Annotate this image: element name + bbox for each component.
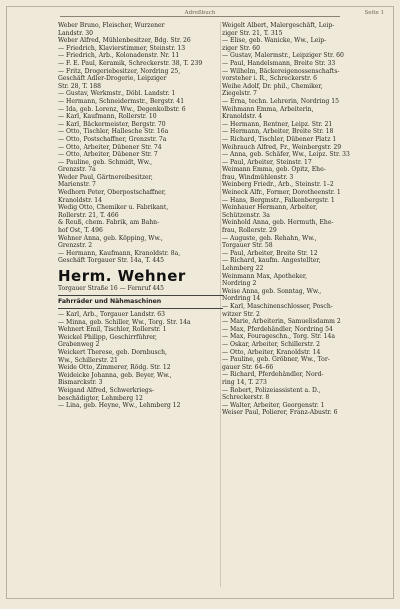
directory-entry-line: Geschäft Adler-Drogerie, Leipziger <box>58 75 167 83</box>
directory-entry-line: — Richard, Pferdehändler, Nord- <box>222 371 324 379</box>
right-column <box>222 22 394 417</box>
directory-entry-line: Wehnert Emil, Tischler, Rollerstr. 1 <box>58 326 167 334</box>
directory-entry-line: ziger Str. 21, T. 315 <box>222 29 283 37</box>
directory-entry-line: gauer Str. 64–66 <box>222 363 274 371</box>
directory-entry-line: — Ida, geb. Lorenz, Ww., Degenkolbstr. 6 <box>58 105 186 113</box>
directory-entry-line: Weihmann Emma, Arbeiterin, <box>222 105 314 113</box>
directory-entry-line: — Otto, Arbeiter, Dübener Str. 74 <box>58 143 162 151</box>
directory-entry-line: Marienstr. 7 <box>58 181 96 189</box>
directory-entry-line: — Anna, geb. Schäfer, Ww., Leipz. Str. 33 <box>222 151 350 159</box>
directory-entry-line: — Paul, Arbeiter, Steinstr. 17 <box>222 158 312 166</box>
directory-entry-line: — Elise, geb. Wanicke, Ww., Leip- <box>222 37 327 45</box>
page-header <box>14 8 386 22</box>
directory-entry-line: Weigand Alfred, Schwerkriegs- <box>58 386 155 394</box>
directory-entry-line: — Oskar, Arbeiter, Schillerstr. 2 <box>222 340 320 348</box>
directory-entry-line: beschädigter, Lehmberg 12 <box>58 394 143 402</box>
directory-entry-line: Weineck Alfr., Former, Dorotheenstr. 1 <box>222 189 341 197</box>
ad-address: Torgauer Straße 16 — Fernruf 445 <box>58 285 164 292</box>
directory-entry-line: Weinberg Friedr., Arb., Steinstr. 1–2 <box>222 181 334 189</box>
directory-entry-line: — Fritz, Drogeriebesitzer, Nordring 25, <box>58 67 181 75</box>
directory-entry-line: — Hermann, Kaufmann, Kranoldstr. 8a, <box>58 249 181 257</box>
directory-entry-line: Kranoldstr. 14 <box>58 196 102 204</box>
directory-entry-line: Bismarckstr. 3 <box>58 379 103 387</box>
directory-entry-line: frau, Rollerstr. 29 <box>222 227 277 235</box>
directory-entry-line: Weickel Philipp, Geschirrführer, <box>58 333 157 341</box>
directory-entry-line: — Otto, Arbeiter, Kranoldstr. 14 <box>222 348 321 356</box>
directory-entry-line: Weder Paul, Gärtnereibesitzer, <box>58 173 153 181</box>
directory-entry-line: — Richard, Tischler, Dübener Platz 1 <box>222 135 337 143</box>
directory-entry-line: Weinmann Max, Apotheker, <box>222 272 308 280</box>
directory-entry-line: — Friedrich, Arb., Kolonadenstr. Nr. 11 <box>58 52 180 60</box>
directory-entry-line: Weigelt Albert, Malergeschäft, Leip- <box>222 22 335 29</box>
directory-entry-line: Weihe Adolf, Dr. phil., Chemiker, <box>222 82 323 90</box>
left-entries-after-ad <box>58 311 228 410</box>
ad-divider <box>58 308 223 309</box>
directory-entry-line: Lehmberg 22 <box>222 265 264 272</box>
directory-entry-line: — Gustav, Werkmstr., Döbl. Landstr. 1 <box>58 90 176 98</box>
directory-entry-line: Str. 28, T. 188 <box>58 82 102 90</box>
directory-entry-line: Weimann Emma, geb. Opitz, Ehe- <box>222 166 326 174</box>
directory-entry-line: witzer Str. 2 <box>222 310 260 318</box>
directory-entry-line: Weide Otto, Zimmerer, Rödg. Str. 12 <box>58 364 171 372</box>
directory-entry-line: Weinhauer Hermann, Arbeiter, <box>222 204 318 212</box>
directory-entry-line: Landstr. 30 <box>58 29 93 37</box>
directory-entry-line: — Wilhelm, Bäckereigenossenschafts- <box>222 67 340 75</box>
ad-specialty: Fahrräder und Nähmaschinen <box>58 298 162 305</box>
directory-entry-line: — Paul, Handelsmann, Breite Str. 33 <box>222 59 336 67</box>
directory-entry-line: — Karl, Maschinenschlosser, Posch- <box>222 302 333 310</box>
directory-entry-line: — Hermann, Arbeiter, Breite Str. 18 <box>222 128 334 136</box>
directory-entry-line: — Walter, Arbeiter, Georgenstr. 1 <box>222 401 325 409</box>
directory-entry-line: Geschäft Torgauer Str. 14a, T. 445 <box>58 257 164 265</box>
directory-entry-line: — Otto, Postschaffner, Grenzstr. 7a <box>58 135 167 143</box>
directory-entry-line: Schützenstr. 3a <box>222 211 270 219</box>
directory-entry-line: — Hermann, Schneidermstr., Bergstr. 41 <box>58 97 185 105</box>
directory-entry-line: — Richard, kaufm. Angestellter, <box>222 257 321 265</box>
directory-entry-line: Torgauer Str. 58 <box>222 242 273 250</box>
directory-entry-line: Weinhold Anna, geb. Hermuth, Ehe- <box>222 219 334 227</box>
directory-entry-line: — Karl, Arb., Torgauer Landstr. 63 <box>58 311 166 318</box>
directory-entry-line: — F. E. Paul, Keramik, Schreckerstr. 38, T. 239 <box>58 59 203 67</box>
left-column <box>58 22 228 410</box>
directory-entry-line: Weiser Paul, Polierer, Franz-Abustr. 6 <box>222 409 338 417</box>
directory-entry-line: Rollerstr. 21, T. 466 <box>58 211 119 219</box>
directory-entry-line: — Hermann, Rentner, Leipz. Str. 21 <box>222 120 333 128</box>
directory-entry-line: ziger Str. 60 <box>222 44 261 52</box>
directory-entry-line: — Lina, geb. Heyne, Ww., Lehmberg 12 <box>58 402 181 410</box>
directory-entry-line: Weise Anna, geb. Sonntag, Ww., <box>222 287 322 295</box>
directory-entry-line: — Gustav, Malermstr., Leipziger Str. 60 <box>222 52 344 60</box>
directory-entry-line: — Pauline, geb. Gröbner, Ww., Tor- <box>222 356 330 364</box>
directory-entry-line: Nordring 2 <box>222 280 257 288</box>
directory-entry-line: Grenzstr. 2 <box>58 242 93 250</box>
directory-entry-line: Weber Bruno, Fleischer, Wurzener <box>58 22 165 29</box>
directory-entry-line: Schreckerstr. 8 <box>222 394 270 402</box>
directory-entry-line: Ziegelstr. 7 <box>222 90 257 98</box>
directory-entry-line: — Karl, Kaufmann, Rollerstr. 10 <box>58 113 157 121</box>
ad-business-name: Herm. Wehner <box>58 267 186 285</box>
directory-entry-line: Wehner Anna, geb. Köpping, Ww., <box>58 234 163 242</box>
directory-entry-line: Ww., Schillerstr. 21 <box>58 356 118 364</box>
directory-entry-line: Wedhorn Peter, Oberpostschaffner, <box>58 189 166 197</box>
directory-entry-line: — Erna, techn. Lehrerin, Nordring 15 <box>222 97 339 105</box>
directory-entry-line: Weihrauch Alfred, Fr., Weinbergstr. 29 <box>222 143 342 151</box>
header-page-number: Seite 1 <box>364 10 384 16</box>
directory-entry-line: — Hans, Bergmstr., Falkenbergstr. 1 <box>222 196 335 204</box>
advertisement <box>58 268 228 309</box>
directory-entry-line: — Karl, Bäckermeister, Bergstr. 70 <box>58 120 166 128</box>
directory-entry-line: — Friedrich, Klavierstimmer, Steinstr. 13 <box>58 44 186 52</box>
right-entries <box>222 22 394 417</box>
directory-entry-line: — Max, Fourageschn., Torg. Str. 14a <box>222 333 336 341</box>
directory-entry-line: vorsteher i. R., Schreckerstr. 6 <box>222 75 318 83</box>
directory-entry-line: hof Ost, T. 496 <box>58 227 103 235</box>
directory-entry-line: — Pauline, geb. Schmidt, Ww., <box>58 158 153 166</box>
directory-entry-line: — Marie, Arbeiterin, Samuelisdamm 2 <box>222 318 341 326</box>
directory-entry-line: Weickert Therese, geb. Dornbusch, <box>58 348 167 356</box>
directory-entry-line: — Paul, Arbeiter, Breite Str. 12 <box>222 249 318 257</box>
directory-entry-line: Weideicke Johanna, geb. Beyer, Ww., <box>58 371 172 379</box>
directory-entry-line: — Auguste, geb. Rehahn, Ww., <box>222 234 317 242</box>
directory-entry-line: Kranoldstr. 4 <box>222 113 263 121</box>
ad-divider <box>58 295 223 296</box>
directory-entry-line: Wedig Otto, Chemiker u. Fabrikant, <box>58 204 169 212</box>
directory-entry-line: — Minna, geb. Schiller, Ww., Torg. Str. 14a <box>58 318 191 326</box>
left-entries <box>58 22 228 265</box>
directory-entry-line: — Robert, Polizeiassistent a. D., <box>222 386 321 394</box>
directory-entry-line: Grabenweg 2 <box>58 341 100 349</box>
directory-entry-line: Weber Alfred, Mühlenbesitzer, Bdg. Str. 26 <box>58 37 191 45</box>
directory-entry-line: ring 14, T. 273 <box>222 378 267 386</box>
directory-entry-line: frau, Windmühlenstr. 3 <box>222 173 294 181</box>
directory-entry-line: Grenzstr. 7a <box>58 166 96 174</box>
directory-entry-line: — Max, Pferdehändler, Nordring 54 <box>222 325 333 333</box>
directory-entry-line: & Reuß, chem. Fabrik, am Bahn- <box>58 219 160 227</box>
directory-entry-line: Nordring 14 <box>222 295 261 303</box>
header-title: Adreßbuch <box>184 10 216 16</box>
directory-entry-line: — Otto, Tischler, Hallesche Str. 16a <box>58 128 169 136</box>
header-rule <box>60 16 340 17</box>
directory-entry-line: — Otto, Arbeiter, Dübener Str. 7 <box>58 151 158 159</box>
